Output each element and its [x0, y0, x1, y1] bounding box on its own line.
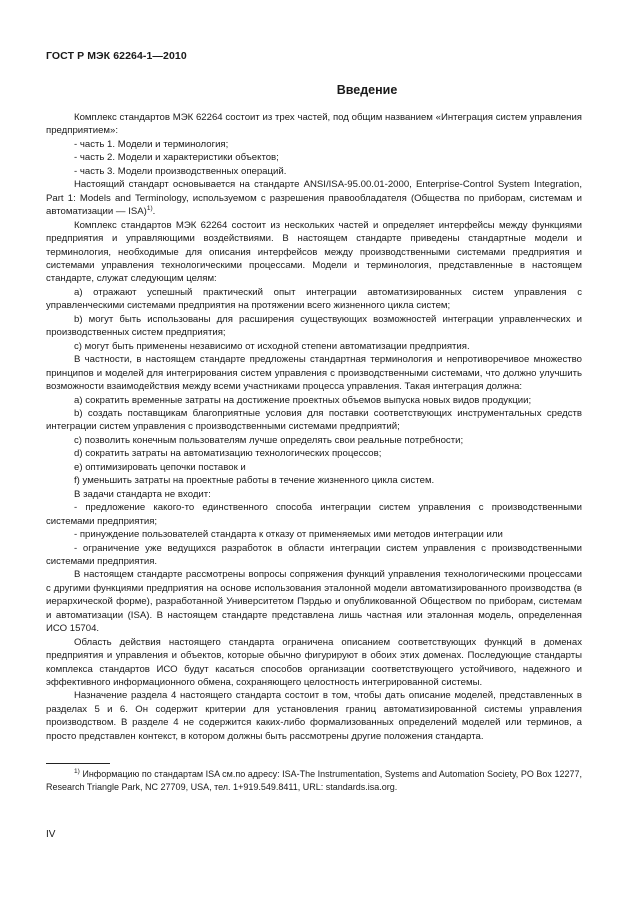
list-item: - часть 2. Модели и характеристики объектов;	[74, 152, 279, 164]
paragraph: В задачи стандарта не входит:	[74, 488, 211, 500]
footnote-divider	[46, 763, 110, 764]
paragraph: Комплекс стандартов МЭК 62264 состоит из трех частей, под общим названием «Интеграция систем управления предприятием»:	[46, 112, 582, 137]
list-item: - часть 3. Модели производственных операций.	[74, 165, 287, 177]
list-item: b) могут быть использованы для расширения существующих возможностей интеграции управленческих и производственных систем предприятия;	[46, 313, 582, 339]
list-item: - предложение какого-то единственного способа интеграции систем управления с производственными системами предприятия;	[46, 502, 582, 527]
paragraph-with-footnote-ref	[46, 178, 582, 218]
section-title-wrap	[0, 81, 630, 99]
paragraph: Комплекс стандартов МЭК 62264 состоит из нескольких частей и определяет интерфейсы между функциями предприятия и управляющими воздействиями. В настоящем стандарте приведены стандартные модели и терминология, необходимые для описания интерфейсов между производственными системами предприятия и системами управления технологическими процессами. Модели и терминология, представленные в настоящем стандарте, служат следующим целям:	[46, 219, 582, 285]
list-item: с) позволить конечным пользователям лучше определять свои реальные потребности;	[74, 434, 464, 446]
list-item: с) могут быть применены независимо от исходной степени автоматизации предприятия.	[74, 340, 470, 352]
footnote-ref-suffix: .	[152, 206, 156, 218]
paragraph: В настоящем стандарте рассмотрены вопросы сопряжения функций управления технологическими процессами с другими функциями предприятия на основе использования эталонной модели автоматизированного производства (в иерархической форме), разработанной Университетом Пэрдью и опубликованной Обществом по приборам, системам и автоматизации (ISA). В настоящем стандарте представлена лишь частная или эталонная модель, определенная ИСО 15704.	[46, 569, 582, 635]
list-item: - ограничение уже ведущихся разработок в области интеграции систем управления с производственными системами предприятия.	[46, 542, 582, 567]
footnote	[46, 768, 582, 794]
page-number: IV	[46, 829, 56, 840]
list-item: f) уменьшить затраты на проектные работы в течение жизненного цикла систем.	[74, 475, 435, 487]
list-item: а) сократить временные затраты на достижение проектных объемов выпуска новых видов продукции;	[74, 394, 532, 406]
paragraph: Область действия настоящего стандарта ограничена описанием соответствующих функций в доменах предприятия и управления и объектов, которые обычно фигурируют в обоих этих доменах. Последующие стандарты комплекса стандартов ИСО будут касаться способов организации соответствующего устойчивого, надежного и эффективного информационного обмена, сохраняющего целостность интегрированной системы.	[46, 636, 582, 689]
section-title: Введение	[336, 83, 398, 97]
list-item: b) создать поставщикам благоприятные условия для поставки соответствующих инструментальных средств интеграции систем управления с производственными системами предприятий;	[46, 407, 582, 433]
list-item: а) отражают успешный практический опыт интеграции автоматизированных систем управления с управленческими системами предприятия на протяжении всего жизненного цикла систем;	[46, 286, 582, 312]
list-item: - принуждение пользователей стандарта к отказу от применяемых ими методов интеграции или	[74, 529, 503, 541]
paragraph: Назначение раздела 4 настоящего стандарта состоит в том, чтобы дать описание моделей, представленных в разделах 5 и 6. Он содержит критерии для установления границ автоматизированной системы управления производством. В разделе 4 не содержится каких-либо формализованных определений моделей или терминов, а просто представлен контекст, в котором должны быть рассмотрены другие положения стандарта.	[46, 690, 582, 742]
list-item: d) сократить затраты на автоматизацию технологических процессов;	[74, 448, 382, 460]
paragraph-text: Настоящий стандарт основывается на стандарте ANSI/ISA-95.00.01-2000, Enterprise-Control System Integration, Part 1: Models and Terminology, используемом с разрешения правообладателя (Общества по приборам, системам и автоматизации — ISA)	[46, 179, 582, 218]
list-item: - часть 1. Модели и терминология;	[74, 138, 229, 150]
paragraph: В частности, в настоящем стандарте предложены стандартная терминология и непротиворечивое множество принципов и моделей для интегрирования систем управления с производственными системами, что должно улучшить возможности взаимодействия между всеми участниками процесса управления. Такая интеграция должна:	[46, 354, 582, 393]
footnote-text: Информацию по стандартам ISA см.по адресу: ISA-The Instrumentation, Systems and Automation Society, PO Box 12277, Research Triangle Park, NC 27709, USA, тел. 1+919.549.8411, URL: standards.isa.org.	[46, 769, 582, 792]
body-text	[46, 111, 582, 743]
list-item: е) оптимизировать цепочки поставок и	[74, 461, 246, 473]
footnote-ref-marker: 1)	[146, 204, 153, 212]
footnote-marker: 1)	[74, 768, 80, 775]
document-id-header: ГОСТ Р МЭК 62264-1—2010	[46, 50, 187, 62]
footnote-text-line	[46, 768, 582, 794]
